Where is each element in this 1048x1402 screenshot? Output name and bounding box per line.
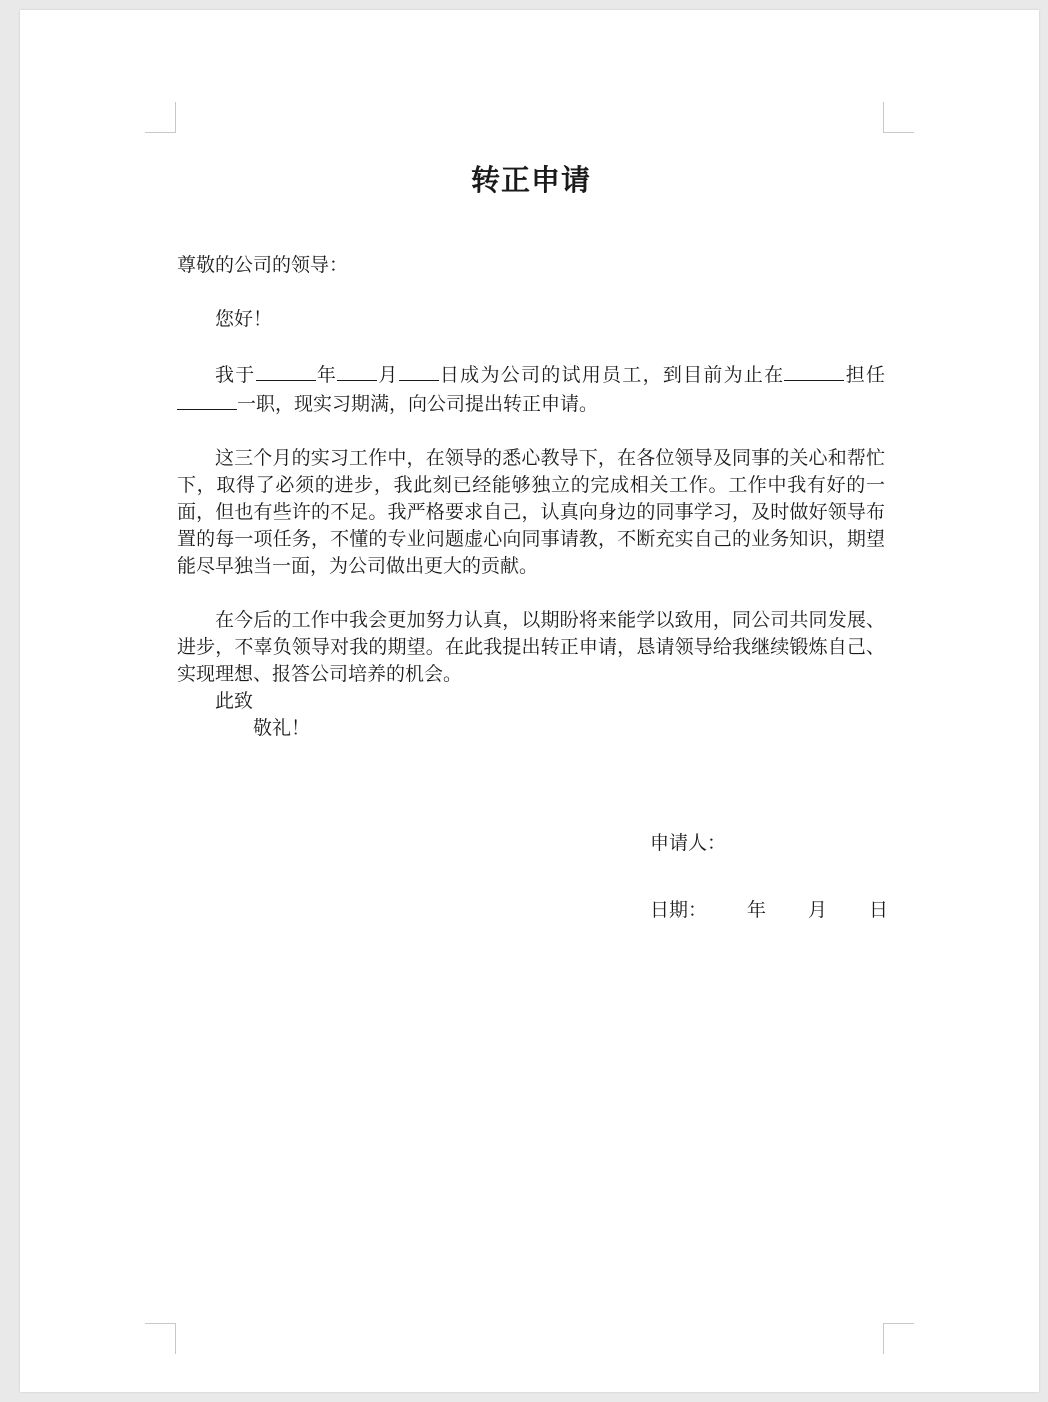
blank-position: [177, 389, 237, 410]
closing-line: 此致: [215, 690, 254, 712]
document-body[interactable]: [177, 160, 885, 742]
document-page: [20, 10, 1039, 1392]
margin-mark-bottom-right: [883, 1323, 914, 1354]
blank-day: [399, 360, 439, 381]
greeting: 尊敬的公司的领导：: [177, 254, 349, 276]
intro-text-1: 我于: [215, 364, 256, 386]
date-label: 日期：: [650, 899, 708, 921]
date-year: 年: [747, 899, 767, 921]
intro-text-3: 月: [377, 364, 399, 386]
margin-mark-top-right: [883, 102, 914, 133]
paragraph-work: 这三个月的实习工作中，在领导的悉心教导下，在各位领导及同事的关心和帮忙下，取得了必须的进步，我此刻已经能够独立的完成相关工作。工作中我有好的一面，但也有些许的不足。我严格要求自己，认真向身边的同事学习，及时做好领导布置的每一项任务，不懂的专业问题虚心向同事请教，不断充实自己的业务知识，期望能尽早独当一面，为公司做出更大的贡献。: [177, 447, 885, 577]
date-line: [650, 895, 888, 922]
margin-mark-top-left: [145, 102, 176, 133]
intro-text-5: 担任: [844, 364, 885, 386]
date-month: 月: [808, 899, 828, 921]
blank-month: [337, 360, 377, 381]
document-title: 转正申请: [470, 163, 591, 197]
paragraph-intro: [177, 360, 885, 418]
margin-mark-bottom-left: [145, 1323, 176, 1354]
blank-department: [784, 360, 844, 381]
applicant-label: 申请人：: [650, 832, 727, 854]
intro-text-2: 年: [315, 364, 338, 386]
paragraph-future: 在今后的工作中我会更加努力认真，以期盼将来能学以致用，同公司共同发展、进步，不辜负领导对我的期望。在此我提出转正申请，恳请领导给我继续锻炼自己、实现理想、报答公司培养的机会。: [177, 609, 885, 685]
blank-year: [256, 360, 316, 381]
salute-line: 敬礼！: [253, 717, 311, 739]
intro-text-4: 日成为公司的试用员工，到目前为止在: [438, 364, 785, 386]
hello-line: 您好！: [215, 308, 273, 330]
date-day: 日: [869, 899, 889, 921]
intro-text-6: 一职，现实习期满，向公司提出转正申请。: [237, 393, 599, 415]
